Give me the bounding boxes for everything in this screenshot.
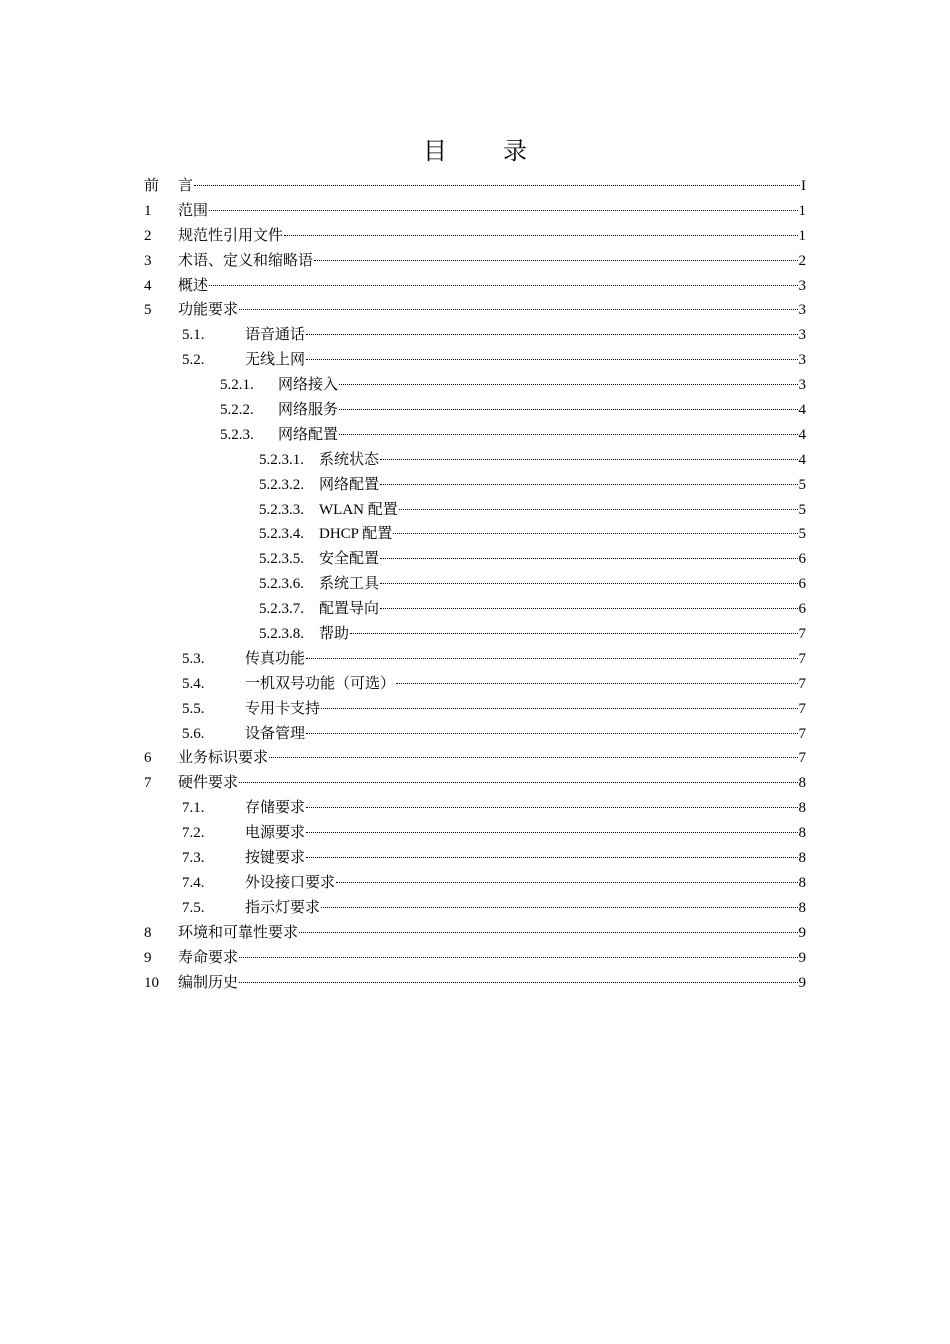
toc-entry-page: 8: [798, 850, 806, 867]
toc-entry-title: 专用卡支持: [245, 700, 321, 717]
toc-dot-leader: [380, 558, 797, 559]
toc-dot-leader: [399, 509, 798, 510]
toc-entry-title: 网络服务: [278, 402, 339, 419]
toc-entry[interactable]: [144, 473, 806, 498]
toc-entry-number: 7.3.: [182, 850, 205, 867]
toc-entry-page: 6: [798, 551, 806, 568]
toc-entry-page: 9: [798, 974, 806, 991]
toc-dot-leader: [306, 832, 797, 833]
toc-entry-number: 5.6.: [182, 725, 205, 742]
toc-entry[interactable]: [144, 971, 806, 996]
toc-entry-title: 设备管理: [245, 725, 306, 742]
toc-list: [144, 174, 806, 995]
toc-dot-leader: [209, 210, 797, 211]
toc-entry-number: 5.2.3.1.: [259, 451, 304, 468]
toc-entry-page: I: [801, 178, 806, 194]
toc-entry-title: 范围: [178, 202, 209, 219]
toc-entry-title: 环境和可靠性要求: [178, 924, 299, 941]
toc-entry-title: 言: [178, 178, 194, 194]
toc-entry[interactable]: [144, 672, 806, 697]
toc-entry-number: 5.2.1.: [220, 377, 254, 394]
toc-dot-leader: [306, 334, 797, 335]
toc-entry[interactable]: [144, 697, 806, 722]
toc-entry-page: 9: [798, 924, 806, 941]
toc-entry[interactable]: [144, 448, 806, 473]
toc-dot-leader: [306, 658, 797, 659]
toc-entry[interactable]: [144, 323, 806, 348]
toc-entry[interactable]: [144, 821, 806, 846]
toc-entry[interactable]: [144, 572, 806, 597]
toc-dot-leader: [194, 185, 800, 186]
toc-entry-title: 外设接口要求: [245, 874, 336, 891]
toc-entry-number: 5.2.3.2.: [259, 476, 304, 493]
toc-entry[interactable]: [144, 498, 806, 523]
toc-entry-page: 3: [798, 277, 806, 294]
toc-entry-title: 传真功能: [245, 650, 306, 667]
toc-entry[interactable]: [144, 722, 806, 747]
toc-entry-number: 5.4.: [182, 675, 205, 692]
toc-entry-page: 5: [798, 476, 806, 493]
toc-entry[interactable]: [144, 398, 806, 423]
toc-entry[interactable]: [144, 274, 806, 299]
toc-entry-page: 4: [798, 426, 806, 443]
toc-entry[interactable]: [144, 946, 806, 971]
toc-entry-number: 7: [144, 775, 152, 792]
toc-entry-number: 5.2.3.8.: [259, 626, 304, 643]
toc-entry-number: 5.2.3.4.: [259, 526, 304, 543]
toc-entry[interactable]: [144, 174, 806, 199]
toc-dot-leader: [380, 608, 797, 609]
toc-entry[interactable]: [144, 846, 806, 871]
toc-entry[interactable]: [144, 597, 806, 622]
toc-entry-page: 5: [798, 501, 806, 518]
toc-entry[interactable]: [144, 622, 806, 647]
toc-entry-page: 7: [798, 650, 806, 667]
toc-entry-page: 7: [798, 626, 806, 643]
toc-entry[interactable]: [144, 373, 806, 398]
toc-entry-page: 8: [798, 825, 806, 842]
toc-entry-title: 安全配置: [319, 551, 380, 568]
toc-entry-title: 规范性引用文件: [178, 227, 284, 244]
toc-entry-number: 5.3.: [182, 650, 205, 667]
toc-entry-page: 3: [798, 377, 806, 394]
toc-entry-title: 寿命要求: [178, 949, 239, 966]
toc-entry[interactable]: [144, 921, 806, 946]
toc-entry-number: 5: [144, 302, 152, 319]
toc-dot-leader: [306, 359, 797, 360]
toc-dot-leader: [350, 633, 797, 634]
toc-title: [0, 133, 950, 169]
toc-entry-title: 语音通话: [245, 327, 306, 344]
toc-entry-title: 系统状态: [319, 451, 380, 468]
toc-entry-page: 8: [798, 899, 806, 916]
toc-entry[interactable]: [144, 298, 806, 323]
toc-entry[interactable]: [144, 249, 806, 274]
toc-entry-number: 7.5.: [182, 899, 205, 916]
toc-dot-leader: [239, 982, 797, 983]
toc-dot-leader: [209, 285, 797, 286]
toc-entry-number: 1: [144, 202, 152, 219]
toc-entry-title: DHCP 配置: [319, 526, 393, 543]
toc-entry-title: 无线上网: [245, 352, 306, 369]
toc-entry-number: 4: [144, 277, 152, 294]
toc-entry-title: 配置导向: [319, 601, 380, 618]
toc-entry-number: 2: [144, 227, 152, 244]
toc-dot-leader: [321, 907, 797, 908]
toc-entry-number: 7.1.: [182, 800, 205, 817]
toc-dot-leader: [380, 583, 797, 584]
toc-entry-title: WLAN 配置: [319, 501, 398, 518]
toc-entry[interactable]: [144, 199, 806, 224]
toc-entry-number: 前: [144, 178, 160, 194]
toc-entry-title: 术语、定义和缩略语: [178, 252, 314, 269]
toc-entry-page: 8: [798, 775, 806, 792]
toc-entry-number: 6: [144, 750, 152, 767]
toc-entry[interactable]: [144, 771, 806, 796]
toc-entry[interactable]: [144, 423, 806, 448]
toc-dot-leader: [306, 733, 797, 734]
toc-dot-leader: [306, 857, 797, 858]
toc-entry-number: 8: [144, 924, 152, 941]
toc-dot-leader: [269, 757, 797, 758]
toc-entry-title: 网络配置: [319, 476, 380, 493]
toc-dot-leader: [239, 309, 797, 310]
toc-entry[interactable]: [144, 547, 806, 572]
toc-entry-page: 5: [798, 526, 806, 543]
toc-title-char-2: 录: [503, 137, 527, 165]
toc-entry-number: 7.4.: [182, 874, 205, 891]
toc-entry-number: 5.5.: [182, 700, 205, 717]
toc-entry-page: 7: [798, 750, 806, 767]
toc-entry[interactable]: [144, 224, 806, 249]
toc-dot-leader: [380, 459, 797, 460]
toc-entry-number: 5.2.3.6.: [259, 576, 304, 593]
toc-title-char-1: 目: [423, 137, 447, 165]
toc-entry-title: 电源要求: [245, 825, 306, 842]
toc-entry-page: 3: [798, 327, 806, 344]
toc-entry-page: 7: [798, 675, 806, 692]
toc-entry-number: 5.2.2.: [220, 402, 254, 419]
toc-entry-number: 9: [144, 949, 152, 966]
toc-entry[interactable]: [144, 896, 806, 921]
toc-dot-leader: [239, 782, 797, 783]
toc-entry-page: 7: [798, 725, 806, 742]
toc-entry-page: 9: [798, 949, 806, 966]
toc-entry-title: 功能要求: [178, 302, 239, 319]
toc-dot-leader: [396, 683, 797, 684]
toc-entry-page: 6: [798, 576, 806, 593]
toc-entry-title: 硬件要求: [178, 775, 239, 792]
toc-entry-title: 网络配置: [278, 426, 339, 443]
toc-dot-leader: [239, 957, 797, 958]
toc-dot-leader: [284, 235, 797, 236]
toc-entry-title: 业务标识要求: [178, 750, 269, 767]
toc-entry-page: 1: [798, 227, 806, 244]
toc-entry-number: 5.2.: [182, 352, 205, 369]
toc-entry-title: 编制历史: [178, 974, 239, 991]
toc-dot-leader: [393, 533, 797, 534]
toc-entry-page: 4: [798, 402, 806, 419]
toc-dot-leader: [339, 384, 797, 385]
toc-entry-page: 3: [798, 302, 806, 319]
toc-dot-leader: [306, 807, 797, 808]
toc-entry-page: 1: [798, 202, 806, 219]
toc-entry-title: 帮助: [319, 626, 350, 643]
toc-entry-title: 系统工具: [319, 576, 380, 593]
toc-entry-title: 按键要求: [245, 850, 306, 867]
toc-entry[interactable]: [144, 871, 806, 896]
toc-entry-page: 3: [798, 352, 806, 369]
toc-entry-number: 3: [144, 252, 152, 269]
toc-entry-number: 10: [144, 974, 159, 991]
toc-entry-title: 网络接入: [278, 377, 339, 394]
toc-entry-number: 5.2.3.: [220, 426, 254, 443]
toc-entry-title: 概述: [178, 277, 209, 294]
toc-entry-page: 8: [798, 874, 806, 891]
toc-dot-leader: [339, 409, 797, 410]
toc-entry-page: 7: [798, 700, 806, 717]
toc-entry-number: 7.2.: [182, 825, 205, 842]
toc-entry-number: 5.2.3.7.: [259, 601, 304, 618]
toc-dot-leader: [336, 882, 797, 883]
toc-dot-leader: [339, 434, 797, 435]
toc-entry-number: 5.2.3.3.: [259, 501, 304, 518]
toc-dot-leader: [299, 932, 797, 933]
toc-entry[interactable]: [144, 647, 806, 672]
toc-entry-number: 5.2.3.5.: [259, 551, 304, 568]
toc-entry-page: 8: [798, 800, 806, 817]
toc-entry-page: 6: [798, 601, 806, 618]
toc-entry-page: 2: [798, 252, 806, 269]
toc-entry-title: 一机双号功能（可选）: [245, 675, 396, 692]
toc-entry-title: 存储要求: [245, 800, 306, 817]
toc-entry[interactable]: [144, 348, 806, 373]
toc-dot-leader: [314, 260, 797, 261]
toc-dot-leader: [380, 484, 797, 485]
toc-entry-number: 5.1.: [182, 327, 205, 344]
toc-entry-page: 4: [798, 451, 806, 468]
toc-entry[interactable]: [144, 746, 806, 771]
toc-entry-title: 指示灯要求: [245, 899, 321, 916]
toc-entry[interactable]: [144, 522, 806, 547]
toc-entry[interactable]: [144, 796, 806, 821]
toc-dot-leader: [321, 708, 797, 709]
